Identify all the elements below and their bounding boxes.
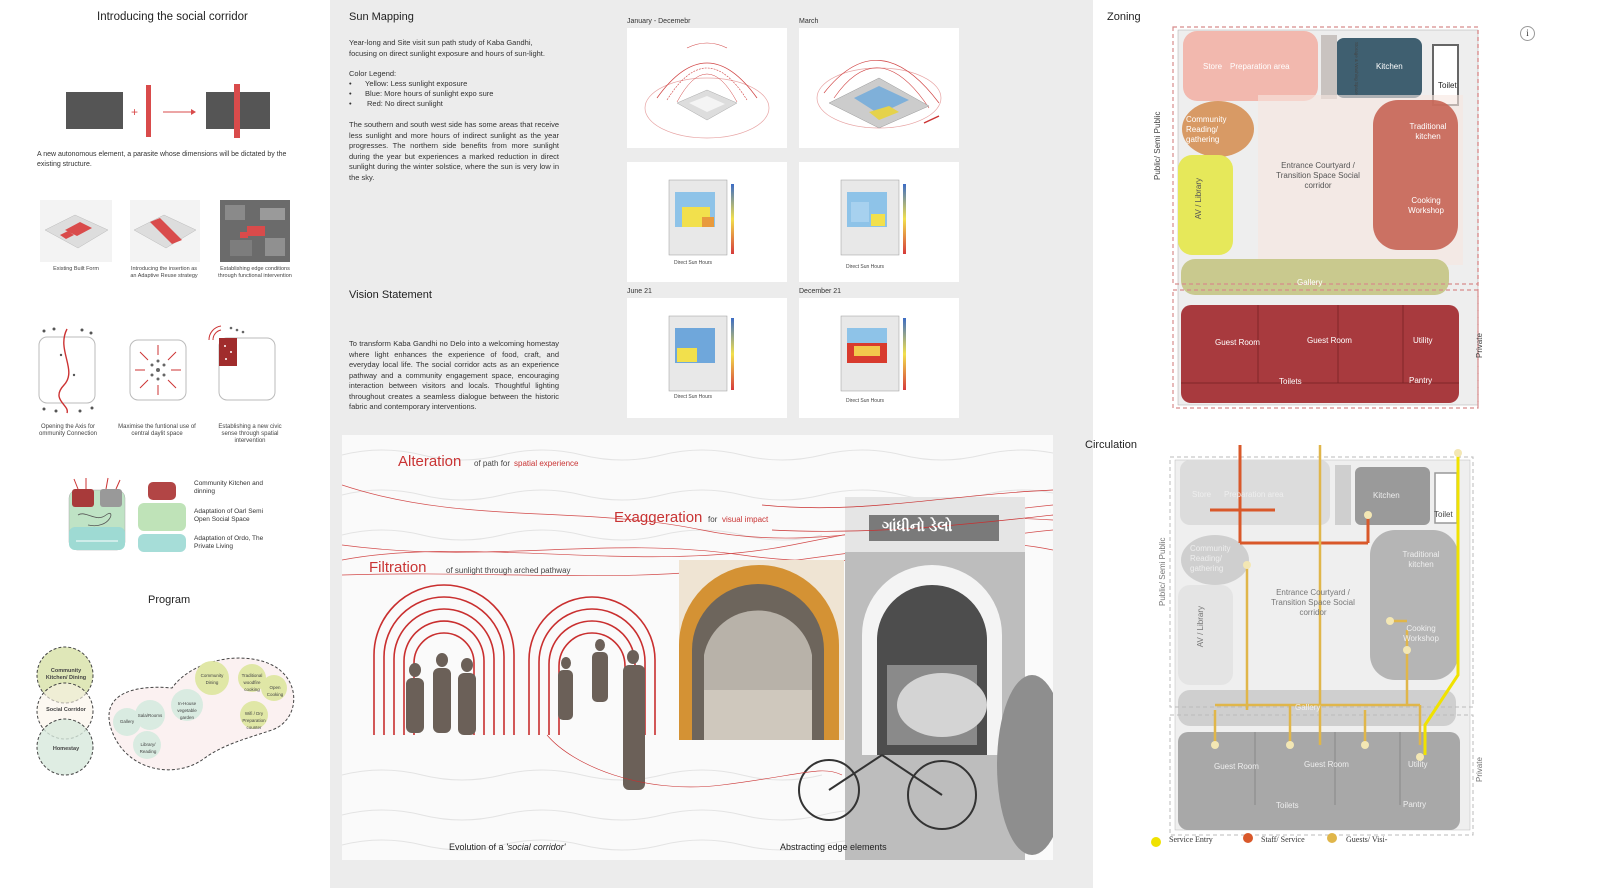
alteration-heading: Alteration bbox=[398, 453, 462, 470]
corridor-title: Introducing the social corridor bbox=[97, 11, 248, 23]
exaggeration-heading: Exaggeration bbox=[614, 509, 703, 526]
legend-bullet-3: • bbox=[349, 99, 352, 108]
zoning-public-label: Public/ Semi Public bbox=[1153, 111, 1162, 180]
bubble-gallery: Gallery bbox=[119, 719, 135, 724]
hours-label-1: Direct Sun Hours bbox=[673, 260, 713, 266]
legend-blue: Blue: More hours of sunlight expo sure bbox=[365, 89, 494, 98]
circ-guest-2: Guest Room bbox=[1304, 760, 1349, 769]
label-jan-dec: January - Decemebr bbox=[627, 18, 691, 25]
bubble-community-dining: Community Dining bbox=[200, 673, 224, 685]
zoning-private-label: Private bbox=[1475, 333, 1484, 358]
zone-pantry: Pantry bbox=[1409, 376, 1433, 385]
caption-axis: Opening the Axis for ommunity Connection bbox=[38, 424, 98, 437]
sunpath-dome-jan-dec bbox=[627, 28, 787, 148]
legend-staff-dot bbox=[1243, 833, 1253, 843]
parasite-diagram bbox=[60, 80, 280, 145]
exaggeration-sub2: visual impact bbox=[722, 515, 769, 524]
zone-toilet: Toilet bbox=[1438, 81, 1457, 90]
caption-daylit: Maximise the funtional use of central daylit space bbox=[118, 424, 196, 437]
parasite-caption: A new autonomous element, a parasite whose dimensions will be dictated by the existing structure. bbox=[37, 151, 287, 168]
bubble-garden: In-House vegetable garden bbox=[177, 701, 197, 720]
bubble-open-cooking: Open Cooking bbox=[266, 685, 284, 697]
legend-service-label: Service Entry bbox=[1169, 835, 1213, 844]
circ-traditional: Traditional kitchen bbox=[1402, 550, 1440, 569]
zoning-title: Zoning bbox=[1107, 11, 1141, 23]
caption-existing: Existing Built Form bbox=[53, 266, 99, 272]
circ-toilets: Toilets bbox=[1276, 801, 1299, 810]
middle-panel bbox=[330, 0, 1093, 888]
hours-label-december: Direct Sun Hours bbox=[845, 398, 885, 404]
zone-courtyard: Entrance Courtyard / Transition Space Social corridor bbox=[1276, 161, 1360, 190]
svg-text:+: + bbox=[131, 105, 139, 119]
alteration-sub: of path for bbox=[474, 459, 511, 468]
existing-built-form-sketch bbox=[40, 200, 112, 262]
gujarati-sign: ગાંધીનો ડેલો bbox=[882, 518, 953, 535]
program-kitchen: Community Kitchen/ Dining bbox=[45, 668, 87, 681]
zone-guest-1: Guest Room bbox=[1215, 338, 1260, 347]
circ-prep: Preparation area bbox=[1224, 490, 1284, 499]
hours-label-june: Direct Sun Hours bbox=[673, 394, 713, 400]
circ-private-label: Private bbox=[1475, 757, 1484, 782]
sun-analysis-text: The southern and south west side has some areas that receive less sunlight and more hours of indirect sunlight as the year progresses. The northern side benefits from more sunlight during the year but experiences a marked reduction in direct sunlight during the winter solstice, where the sun is very low in the sky. bbox=[349, 120, 559, 182]
sun-hours-map-2 bbox=[799, 162, 959, 282]
circulation-title: Circulation bbox=[1085, 439, 1137, 451]
circ-cooking: Cooking Workshop bbox=[1403, 624, 1439, 643]
exaggeration-sub: for bbox=[708, 515, 718, 524]
layer-diagram bbox=[66, 475, 128, 553]
sun-mapping-title: Sun Mapping bbox=[349, 11, 414, 23]
legend-ordo-label: Adaptation of Ordo, The Private Living bbox=[194, 535, 264, 550]
legend-bullet-2: • bbox=[349, 89, 352, 98]
zone-gallery: Gallery bbox=[1297, 278, 1323, 287]
zone-traditional: Traditional kitchen bbox=[1409, 122, 1447, 141]
sun-mapping-text: Year-long and Site visit sun path study of Kaba Gandhi, focusing on direct sunlight exposure and hours of sun-light. bbox=[349, 38, 545, 58]
circ-library: AV / Library bbox=[1196, 606, 1205, 648]
caption-insertion: Introducing the insertion as an Adaptive Reuse strategy bbox=[130, 266, 198, 279]
zone-prep: Preparation area bbox=[1230, 62, 1290, 71]
sunpath-dome-march bbox=[799, 28, 959, 148]
left-panel bbox=[0, 0, 330, 888]
caption-civic: Establishing a new civic sense through spatial intervention bbox=[218, 424, 282, 444]
label-march: March bbox=[799, 18, 819, 25]
zone-community: Community Reading/ gathering bbox=[1186, 115, 1227, 144]
sun-hours-map-june bbox=[627, 298, 787, 418]
program-corridor: Social Corridor bbox=[46, 707, 86, 713]
zone-store: Store bbox=[1203, 62, 1223, 71]
legend-oarl-label: Adaptation of Oarl Semi Open Social Space bbox=[194, 508, 264, 523]
vision-text: To transform Kaba Gandhi no Delo into a welcoming homestay where light enhances the experience of food, craft, and everyday local life. The social corridor acts as an experience pathway and a community engagement space, encouraging interaction between visitors and locals. Thoughtful lighting throughout creates a seamless dialogue between the historic fabric and contemporary interventions. bbox=[349, 339, 559, 411]
caption-abstracting: Abstracting edge elements bbox=[780, 842, 887, 852]
daylit-space-diagram bbox=[128, 335, 188, 405]
legend-red: Red: No direct sunlight bbox=[367, 99, 443, 108]
label-december: December 21 bbox=[799, 288, 842, 295]
civic-sense-diagram bbox=[205, 322, 280, 407]
circ-utility: Utility bbox=[1408, 760, 1428, 769]
legend-yellow: Yellow: Less sunlight exposure bbox=[365, 79, 468, 88]
bubble-wifi: Wifi / Dry Preparation counter bbox=[242, 711, 266, 730]
circ-kitchen: Kitchen bbox=[1373, 491, 1400, 500]
legend-guest-label: Guests/ Visi- bbox=[1346, 835, 1388, 844]
circ-gallery: Gallery bbox=[1295, 703, 1321, 712]
bubble-sala: Sala/Rooms bbox=[137, 713, 163, 718]
sun-hours-map-1 bbox=[627, 162, 787, 282]
hours-label-2: Direct Sun Hours bbox=[845, 264, 885, 270]
legend-swatch-kitchen bbox=[148, 482, 176, 500]
info-icon[interactable]: i bbox=[1520, 26, 1535, 41]
bubble-library: Library/ Reading bbox=[139, 742, 157, 754]
legend-guest-dot bbox=[1327, 833, 1337, 843]
color-legend-title: Color Legend: bbox=[349, 69, 397, 78]
circ-courtyard: Entrance Courtyard / Transition Space Social corridor bbox=[1271, 588, 1355, 617]
legend-service-dot bbox=[1151, 837, 1161, 847]
circ-guest-1: Guest Room bbox=[1214, 762, 1259, 771]
axis-diagram bbox=[36, 325, 98, 415]
circ-community: Community Reading/ gathering bbox=[1190, 544, 1231, 573]
program-homestay: Homestay bbox=[52, 746, 80, 752]
zone-cooking: Cooking Workshop bbox=[1408, 196, 1444, 215]
zone-kitchen: Kitchen bbox=[1376, 62, 1403, 71]
filtration-heading: Filtration bbox=[369, 559, 427, 576]
zone-library: AV / Library bbox=[1194, 178, 1203, 220]
legend-staff-label: Staff/ Service bbox=[1261, 835, 1305, 844]
legend-bullet-1: • bbox=[349, 79, 352, 88]
insertion-sketch bbox=[130, 200, 200, 262]
alteration-sub2: spatial experience bbox=[514, 459, 579, 468]
circ-toilet: Toilet bbox=[1434, 510, 1453, 519]
zone-utility: Utility bbox=[1413, 336, 1433, 345]
zone-guest-2: Guest Room bbox=[1307, 336, 1352, 345]
edge-conditions-aerial bbox=[220, 200, 290, 262]
caption-evolution: Evolution of a 'social corridor' bbox=[449, 842, 566, 852]
bubble-woodfire: Traditional woodfire cooking bbox=[241, 673, 263, 692]
corridor-collage bbox=[342, 435, 1053, 860]
caption-edge: Establishing edge conditions through functional intervention bbox=[218, 266, 292, 279]
vision-title: Vision Statement bbox=[349, 289, 432, 301]
legend-kitchen-label: Community Kitchen and dinning bbox=[194, 480, 264, 495]
legend-swatch-ordo bbox=[138, 534, 186, 552]
legend-swatch-oarl bbox=[138, 503, 186, 531]
zone-storage: Storage & Washing Space bbox=[1354, 42, 1359, 95]
circ-store: Store bbox=[1192, 490, 1212, 499]
circ-pantry: Pantry bbox=[1403, 800, 1427, 809]
sun-hours-map-december bbox=[799, 298, 959, 418]
circ-public-label: Public/ Semi Public bbox=[1158, 537, 1167, 606]
zone-toilets: Toilets bbox=[1279, 377, 1302, 386]
program-title: Program bbox=[148, 594, 191, 606]
filtration-sub: of sunlight through arched pathway bbox=[446, 566, 571, 575]
label-june: June 21 bbox=[627, 288, 652, 295]
